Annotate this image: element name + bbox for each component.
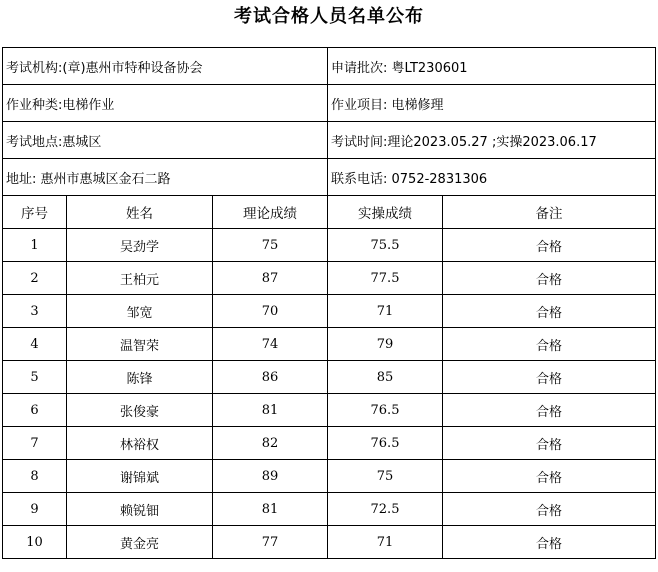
cell-theory: 74: [213, 328, 328, 361]
cell-no: 8: [3, 460, 67, 493]
table-header-row: [3, 196, 656, 229]
cell-name: 吴劲学: [67, 229, 213, 262]
table-row: [3, 229, 656, 262]
column-header-name: 姓名: [67, 196, 213, 229]
cell-no: 1: [3, 229, 67, 262]
cell-name: 陈锋: [67, 361, 213, 394]
cell-remark: 合格: [443, 427, 656, 460]
table-row: [3, 361, 656, 394]
cell-name: 赖锐钿: [67, 493, 213, 526]
cell-practical: 76.5: [328, 427, 443, 460]
column-header-remark: 备注: [443, 196, 656, 229]
cell-name: 林裕权: [67, 427, 213, 460]
cell-theory: 70: [213, 295, 328, 328]
cell-theory: 81: [213, 394, 328, 427]
cell-no: 10: [3, 526, 67, 559]
cell-name: 温智荣: [67, 328, 213, 361]
cell-theory: 81: [213, 493, 328, 526]
cell-no: 7: [3, 427, 67, 460]
cell-no: 3: [3, 295, 67, 328]
table-row: [3, 460, 656, 493]
info-row: [3, 159, 656, 196]
job-type: 作业种类:电梯作业: [3, 85, 328, 122]
cell-no: 6: [3, 394, 67, 427]
cell-practical: 71: [328, 526, 443, 559]
cell-practical: 85: [328, 361, 443, 394]
cell-name: 张俊豪: [67, 394, 213, 427]
exam-location: 考试地点:惠城区: [3, 122, 328, 159]
exam-time: 考试时间:理论2023.05.27 ;实操2023.06.17: [328, 122, 656, 159]
cell-practical: 77.5: [328, 262, 443, 295]
cell-no: 9: [3, 493, 67, 526]
cell-theory: 89: [213, 460, 328, 493]
column-header-theory: 理论成绩: [213, 196, 328, 229]
cell-remark: 合格: [443, 460, 656, 493]
cell-name: 邹宽: [67, 295, 213, 328]
cell-practical: 76.5: [328, 394, 443, 427]
table-row: [3, 394, 656, 427]
column-header-practical: 实操成绩: [328, 196, 443, 229]
cell-theory: 77: [213, 526, 328, 559]
cell-remark: 合格: [443, 295, 656, 328]
cell-name: 王柏元: [67, 262, 213, 295]
results-table: [2, 47, 656, 559]
address: 地址: 惠州市惠城区金石二路: [3, 159, 328, 196]
cell-remark: 合格: [443, 493, 656, 526]
cell-remark: 合格: [443, 526, 656, 559]
info-row: [3, 85, 656, 122]
job-item: 作业项目: 电梯修理: [328, 85, 656, 122]
table-row: [3, 526, 656, 559]
cell-name: 黄金亮: [67, 526, 213, 559]
cell-remark: 合格: [443, 262, 656, 295]
cell-practical: 75: [328, 460, 443, 493]
cell-practical: 72.5: [328, 493, 443, 526]
cell-theory: 82: [213, 427, 328, 460]
table-row: [3, 262, 656, 295]
column-header-no: 序号: [3, 196, 67, 229]
cell-theory: 87: [213, 262, 328, 295]
cell-no: 5: [3, 361, 67, 394]
cell-practical: 71: [328, 295, 443, 328]
cell-practical: 75.5: [328, 229, 443, 262]
cell-remark: 合格: [443, 328, 656, 361]
table-row: [3, 493, 656, 526]
cell-no: 4: [3, 328, 67, 361]
cell-name: 谢锦斌: [67, 460, 213, 493]
application-batch: 申请批次: 粤LT230601: [328, 48, 656, 85]
results-table-body: [3, 48, 656, 559]
cell-no: 2: [3, 262, 67, 295]
info-row: [3, 122, 656, 159]
cell-theory: 75: [213, 229, 328, 262]
table-row: [3, 295, 656, 328]
cell-theory: 86: [213, 361, 328, 394]
table-row: [3, 328, 656, 361]
table-row: [3, 427, 656, 460]
cell-remark: 合格: [443, 361, 656, 394]
exam-org: 考试机构:(章)惠州市特种设备协会: [3, 48, 328, 85]
info-row: [3, 48, 656, 85]
cell-remark: 合格: [443, 394, 656, 427]
contact-phone: 联系电话: 0752-2831306: [328, 159, 656, 196]
cell-remark: 合格: [443, 229, 656, 262]
cell-practical: 79: [328, 328, 443, 361]
page-title: 考试合格人员名单公布: [234, 6, 424, 27]
